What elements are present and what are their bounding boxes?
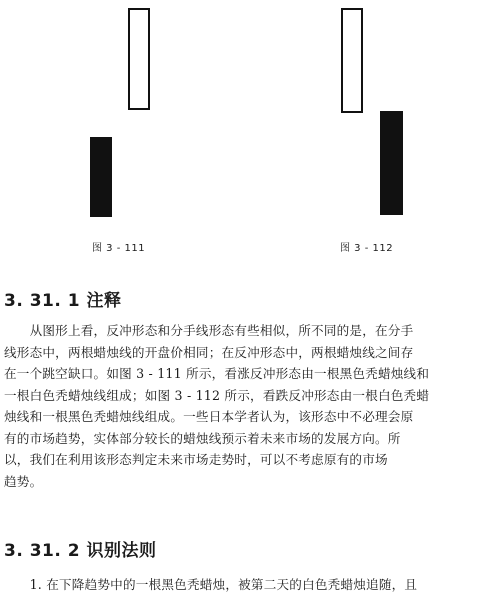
figure-caption-3-111: 图 3 - 111 (92, 243, 146, 254)
paragraph-line: 以，我们在利用该形态判定未来市场走势时，可以不考虑原有的市场 (4, 452, 388, 467)
white-candle (128, 8, 150, 110)
section-heading-3-31-2: 3. 31. 2 识别法则 (4, 541, 157, 561)
paragraph-line: 一根白色秃蜡烛线组成；如图 3 - 112 所示，看跌反冲形态由一根白色秃蜡 (4, 387, 430, 403)
figure-3-111 (70, 0, 180, 260)
white-candle (341, 8, 363, 113)
paragraph-line: 烛线和一根黑色秃蜡烛线组成。一些日本学者认为，该形态中不必理会原 (4, 409, 414, 424)
black-candle (90, 137, 112, 217)
paragraph-line: 线形态中，两根蜡烛线的开盘价相同；在反冲形态中，两根蜡烛线之间存 (4, 344, 414, 360)
section-body-3-31-1 (4, 320, 490, 492)
paragraph-line: 1. 在下降趋势中的一根黑色秃蜡烛，被第二天的白色秃蜡烛追随，且 (4, 577, 418, 592)
black-candle (380, 111, 403, 215)
paragraph-line: 有的市场趋势，实体部分较长的蜡烛线预示着未来市场的发展方向。所 (4, 430, 401, 446)
figure-3-112 (320, 0, 430, 260)
paragraph-line: 趋势。 (4, 473, 43, 489)
section-body-3-31-2 (4, 574, 490, 596)
figure-caption-3-112: 图 3 - 112 (340, 243, 394, 254)
paragraph-line: 从图形上看，反冲形态和分手线形态有些相似，所不同的是，在分手 (4, 323, 414, 338)
section-heading-3-31-1: 3. 31. 1 注释 (4, 291, 122, 311)
paragraph-line: 在一个跳空缺口。如图 3 - 111 所示，看涨反冲形态由一根黑色秃蜡烛线和 (4, 366, 430, 381)
